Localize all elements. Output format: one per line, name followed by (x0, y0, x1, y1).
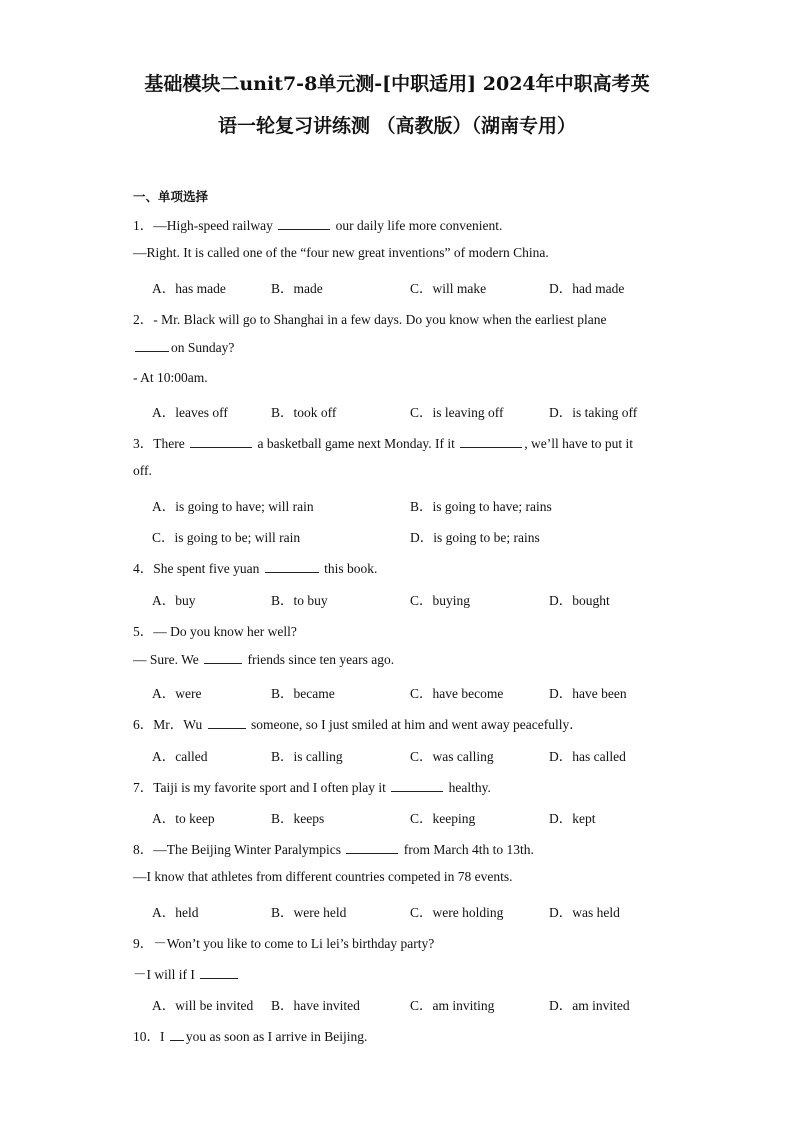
question-1-option: D．had made (549, 281, 625, 296)
question-9-option: D．am invited (549, 998, 630, 1013)
question-8-option: D．was held (549, 905, 620, 920)
question-3-line: 3．There a basketball game next Monday. If it , we’ll have to put it (133, 436, 634, 451)
question-2-option: A．leaves off (152, 405, 228, 420)
answer-blank (190, 435, 252, 448)
question-8-line: 8．—The Beijing Winter Paralympics from March 4th to 13th. (133, 842, 534, 857)
question-8-option: A．held (152, 905, 199, 920)
question-6-line: 6．Mr．Wu someone, so I just smiled at him and went away peacefully． (133, 717, 583, 732)
question-7-line: 7．Taiji is my favorite sport and I often play it healthy. (133, 780, 491, 795)
answer-blank (265, 560, 319, 573)
question-1-line: 1．—High-speed railway our daily life more convenient. (133, 218, 503, 233)
question-6-option: C．was calling (410, 749, 494, 764)
question-3-option: D．is going to be; rains (410, 530, 540, 545)
question-1-line: —Right. It is called one of the “four new great inventions” of modern China. (133, 245, 549, 260)
question-2-option: B．took off (271, 405, 337, 420)
answer-blank (278, 217, 330, 230)
question-1-option: B．made (271, 281, 323, 296)
question-4-option: D．bought (549, 593, 610, 608)
question-10-line: 10．I you as soon as I arrive in Beijing. (133, 1029, 368, 1044)
question-7-option: A．to keep (152, 811, 215, 826)
question-6-option: D．has called (549, 749, 626, 764)
question-8-option: C．were holding (410, 905, 504, 920)
answer-blank (135, 339, 169, 352)
answer-blank (200, 966, 238, 979)
question-3-option: B．is going to have; rains (410, 499, 552, 514)
document-title-line-1: 基础模块二unit7-8单元测-[中职适用] 2024年中职高考英 (144, 73, 650, 95)
question-2-line: 2．- Mr. Black will go to Shanghai in a few days. Do you know when the earliest plane (133, 312, 607, 327)
question-8-line: —I know that athletes from different countries competed in 78 events. (133, 869, 513, 884)
question-1-option: A．has made (152, 281, 226, 296)
question-9-line: 9．－Won’t you like to come to Li lei’s birthday party? (133, 936, 435, 951)
question-4-line: 4．She spent five yuan this book. (133, 561, 378, 576)
question-4-option: B．to buy (271, 593, 328, 608)
question-3-option: C．is going to be; will rain (152, 530, 301, 545)
question-9-option: A．will be invited (152, 998, 254, 1013)
question-1-option: C．will make (410, 281, 487, 296)
question-9-option: B．have invited (271, 998, 360, 1013)
question-2-option: C．is leaving off (410, 405, 504, 420)
question-4-option: A．buy (152, 593, 196, 608)
question-3-option: A．is going to have; will rain (152, 499, 314, 514)
question-8-option: B．were held (271, 905, 347, 920)
document-title-line-2: 语一轮复习讲练测 （高教版）（湖南专用） (217, 115, 577, 137)
question-5-option: A．were (152, 686, 202, 701)
answer-blank (391, 779, 443, 792)
question-9-option: C．am inviting (410, 998, 495, 1013)
question-7-option: C．keeping (410, 811, 476, 826)
question-2-option: D．is taking off (549, 405, 638, 420)
question-9-line: －I will if I (133, 963, 240, 983)
answer-blank (208, 716, 246, 729)
question-5-line: 5．— Do you know her well? (133, 624, 297, 639)
question-7-option: B．keeps (271, 811, 325, 826)
question-5-line: — Sure. We friends since ten years ago. (133, 652, 395, 667)
question-2-line: on Sunday? (133, 339, 234, 356)
answer-blank (204, 651, 242, 664)
question-6-option: B．is calling (271, 749, 343, 764)
question-5-option: C．have become (410, 686, 504, 701)
question-4-option: C．buying (410, 593, 471, 608)
question-6-option: A．called (152, 749, 208, 764)
question-3-line: off. (133, 463, 152, 478)
answer-blank (460, 435, 522, 448)
answer-blank (346, 841, 398, 854)
question-2-line: - At 10:00am. (133, 370, 208, 385)
answer-blank (170, 1028, 184, 1041)
question-7-option: D．kept (549, 811, 596, 826)
question-5-option: B．became (271, 686, 335, 701)
question-5-option: D．have been (549, 686, 627, 701)
section-heading: 一、单项选择 (133, 189, 209, 204)
